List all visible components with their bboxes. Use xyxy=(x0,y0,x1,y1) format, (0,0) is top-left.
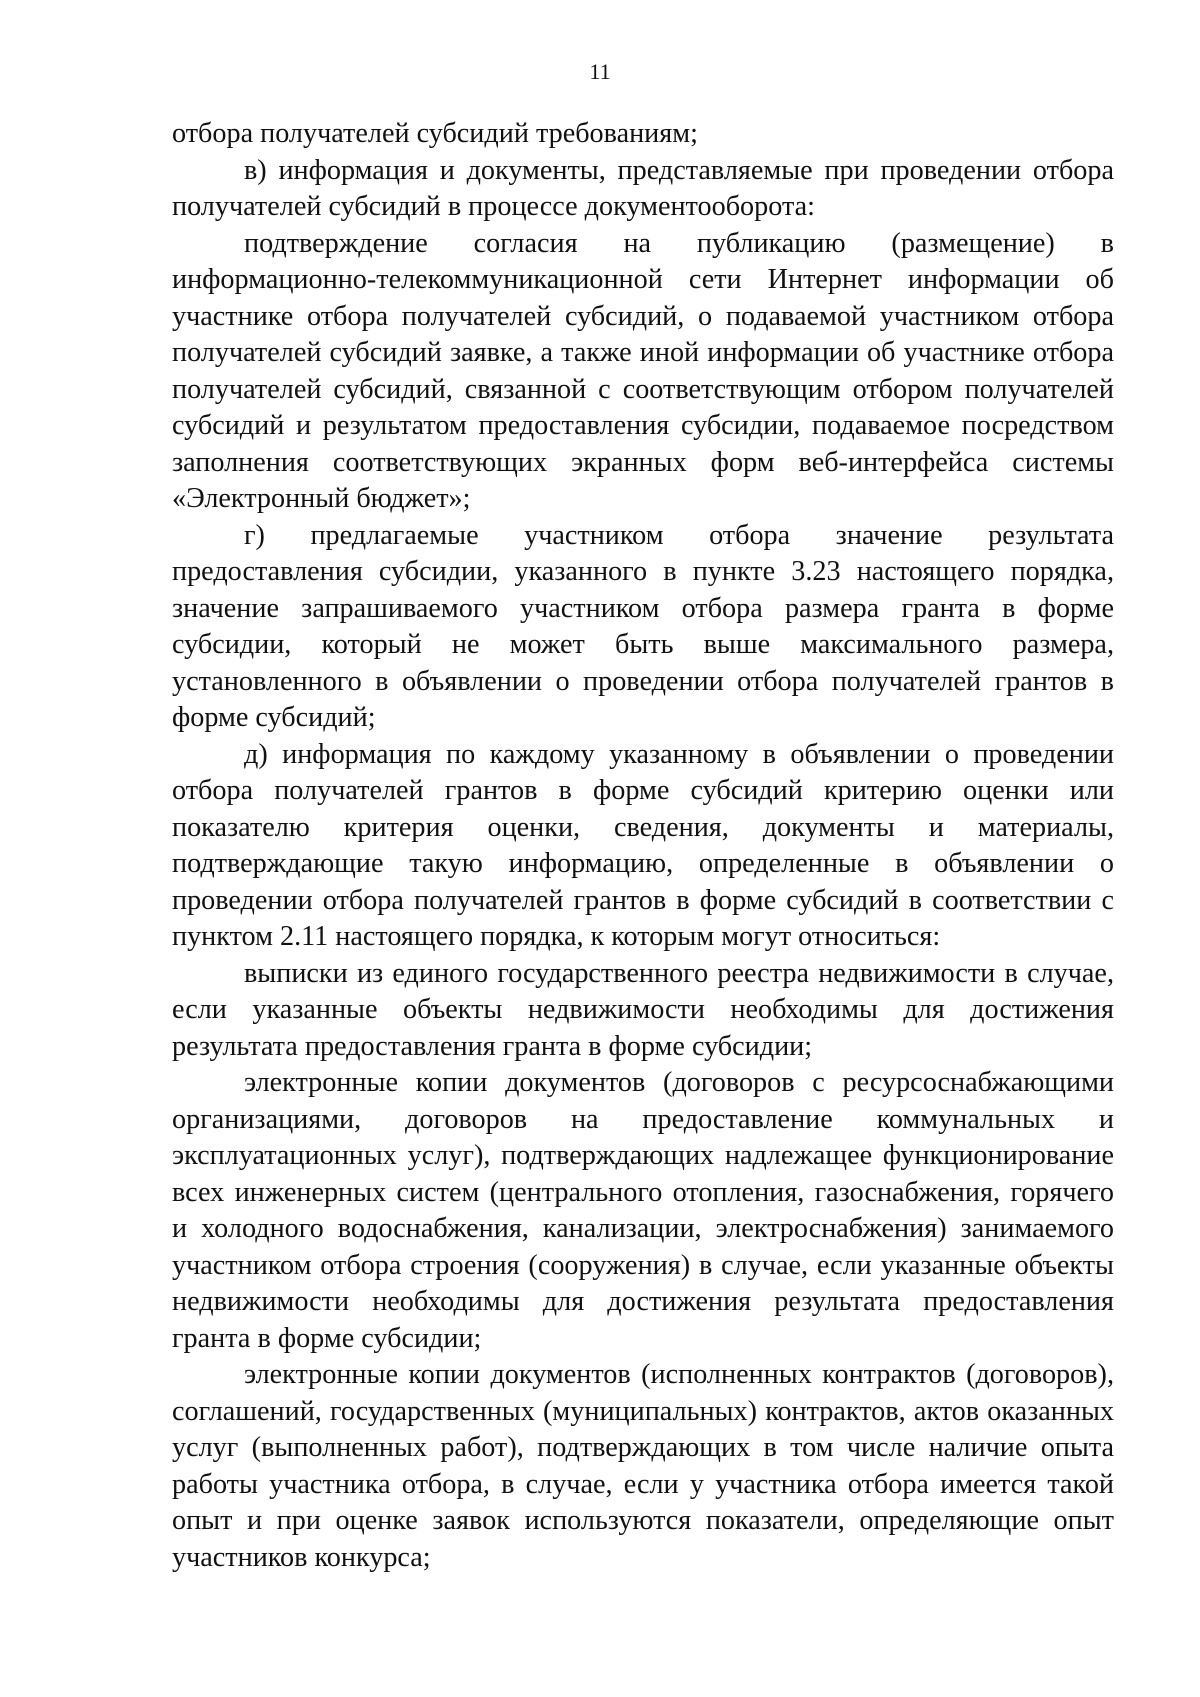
paragraph-item-v: в) информация и документы, представляемые при проведении отбора получателей субсидий в процессе документооборота: xyxy=(172,154,1114,222)
paragraph-item-g: г) предлагаемые участником отбора значение результата предоставления субсидии, указанного в пункте 3.23 настоящего порядка, значение запрашиваемого участником отбора размера гранта в форме субсидии, который не может быть выше максимального размера, установленного в объявлении о проведении отбора получателей грантов в форме субсидий; xyxy=(172,519,1114,733)
paragraph-item-d: д) информация по каждому указанному в объявлении о проведении отбора получателей грантов в форме субсидий критерию оценки или показателю критерия оценки, сведения, документы и материалы, подтверждающие такую информацию, определенные в объявлении о проведении отбора получателей грантов в форме субсидий в соответствии с пунктом 2.11 настоящего порядка, к которым могут относиться: xyxy=(172,738,1114,952)
paragraph-continuation: отбора получателей субсидий требованиям; xyxy=(172,118,698,149)
page-number: 11 xyxy=(589,59,611,84)
paragraph-utility-contracts: электронные копии документов (договоров с ресурсоснабжающими организациями, договоров на предоставление коммунальных и эксплуатационных услуг), подтверждающих надлежащее функционирование всех инженерных систем (центрального отопления, газоснабжения, горячего и холодного водоснабжения, канализации, электроснабжения) занимаемого участником отбора строения (сооружения) в случае, если указанные объекты недвижимости необходимы для достижения результата предоставления гранта в форме субсидии; xyxy=(172,1067,1114,1354)
paragraph-registry-extracts: выписки из единого государственного реестра недвижимости в случае, если указанные объекты недвижимости необходимы для достижения результата предоставления гранта в форме субсидии; xyxy=(172,957,1114,1062)
document-body xyxy=(172,116,1114,1576)
paragraph-experience-documents: электронные копии документов (исполненных контрактов (договоров), соглашений, государственных (муниципальных) контрактов, актов оказанных услуг (выполненных работ), подтверждающих в том числе наличие опыта работы участника отбора, в случае, если у участника отбора имеется такой опыт и при оценке заявок используются показатели, определяющие опыт участников конкурса; xyxy=(172,1359,1114,1573)
paragraph-consent: подтверждение согласия на публикацию (размещение) в информационно-телекоммуникационной сети Интернет информации об участнике отбора получателей субсидий, о подаваемой участником отбора получателей субсидий заявке, а также иной информации об участнике отбора получателей субсидий, связанной с соответствующим отбором получателей субсидий и результатом предоставления субсидии, подаваемое посредством заполнения соответствующих экранных форм веб-интерфейса системы «Электронный бюджет»; xyxy=(172,227,1114,514)
